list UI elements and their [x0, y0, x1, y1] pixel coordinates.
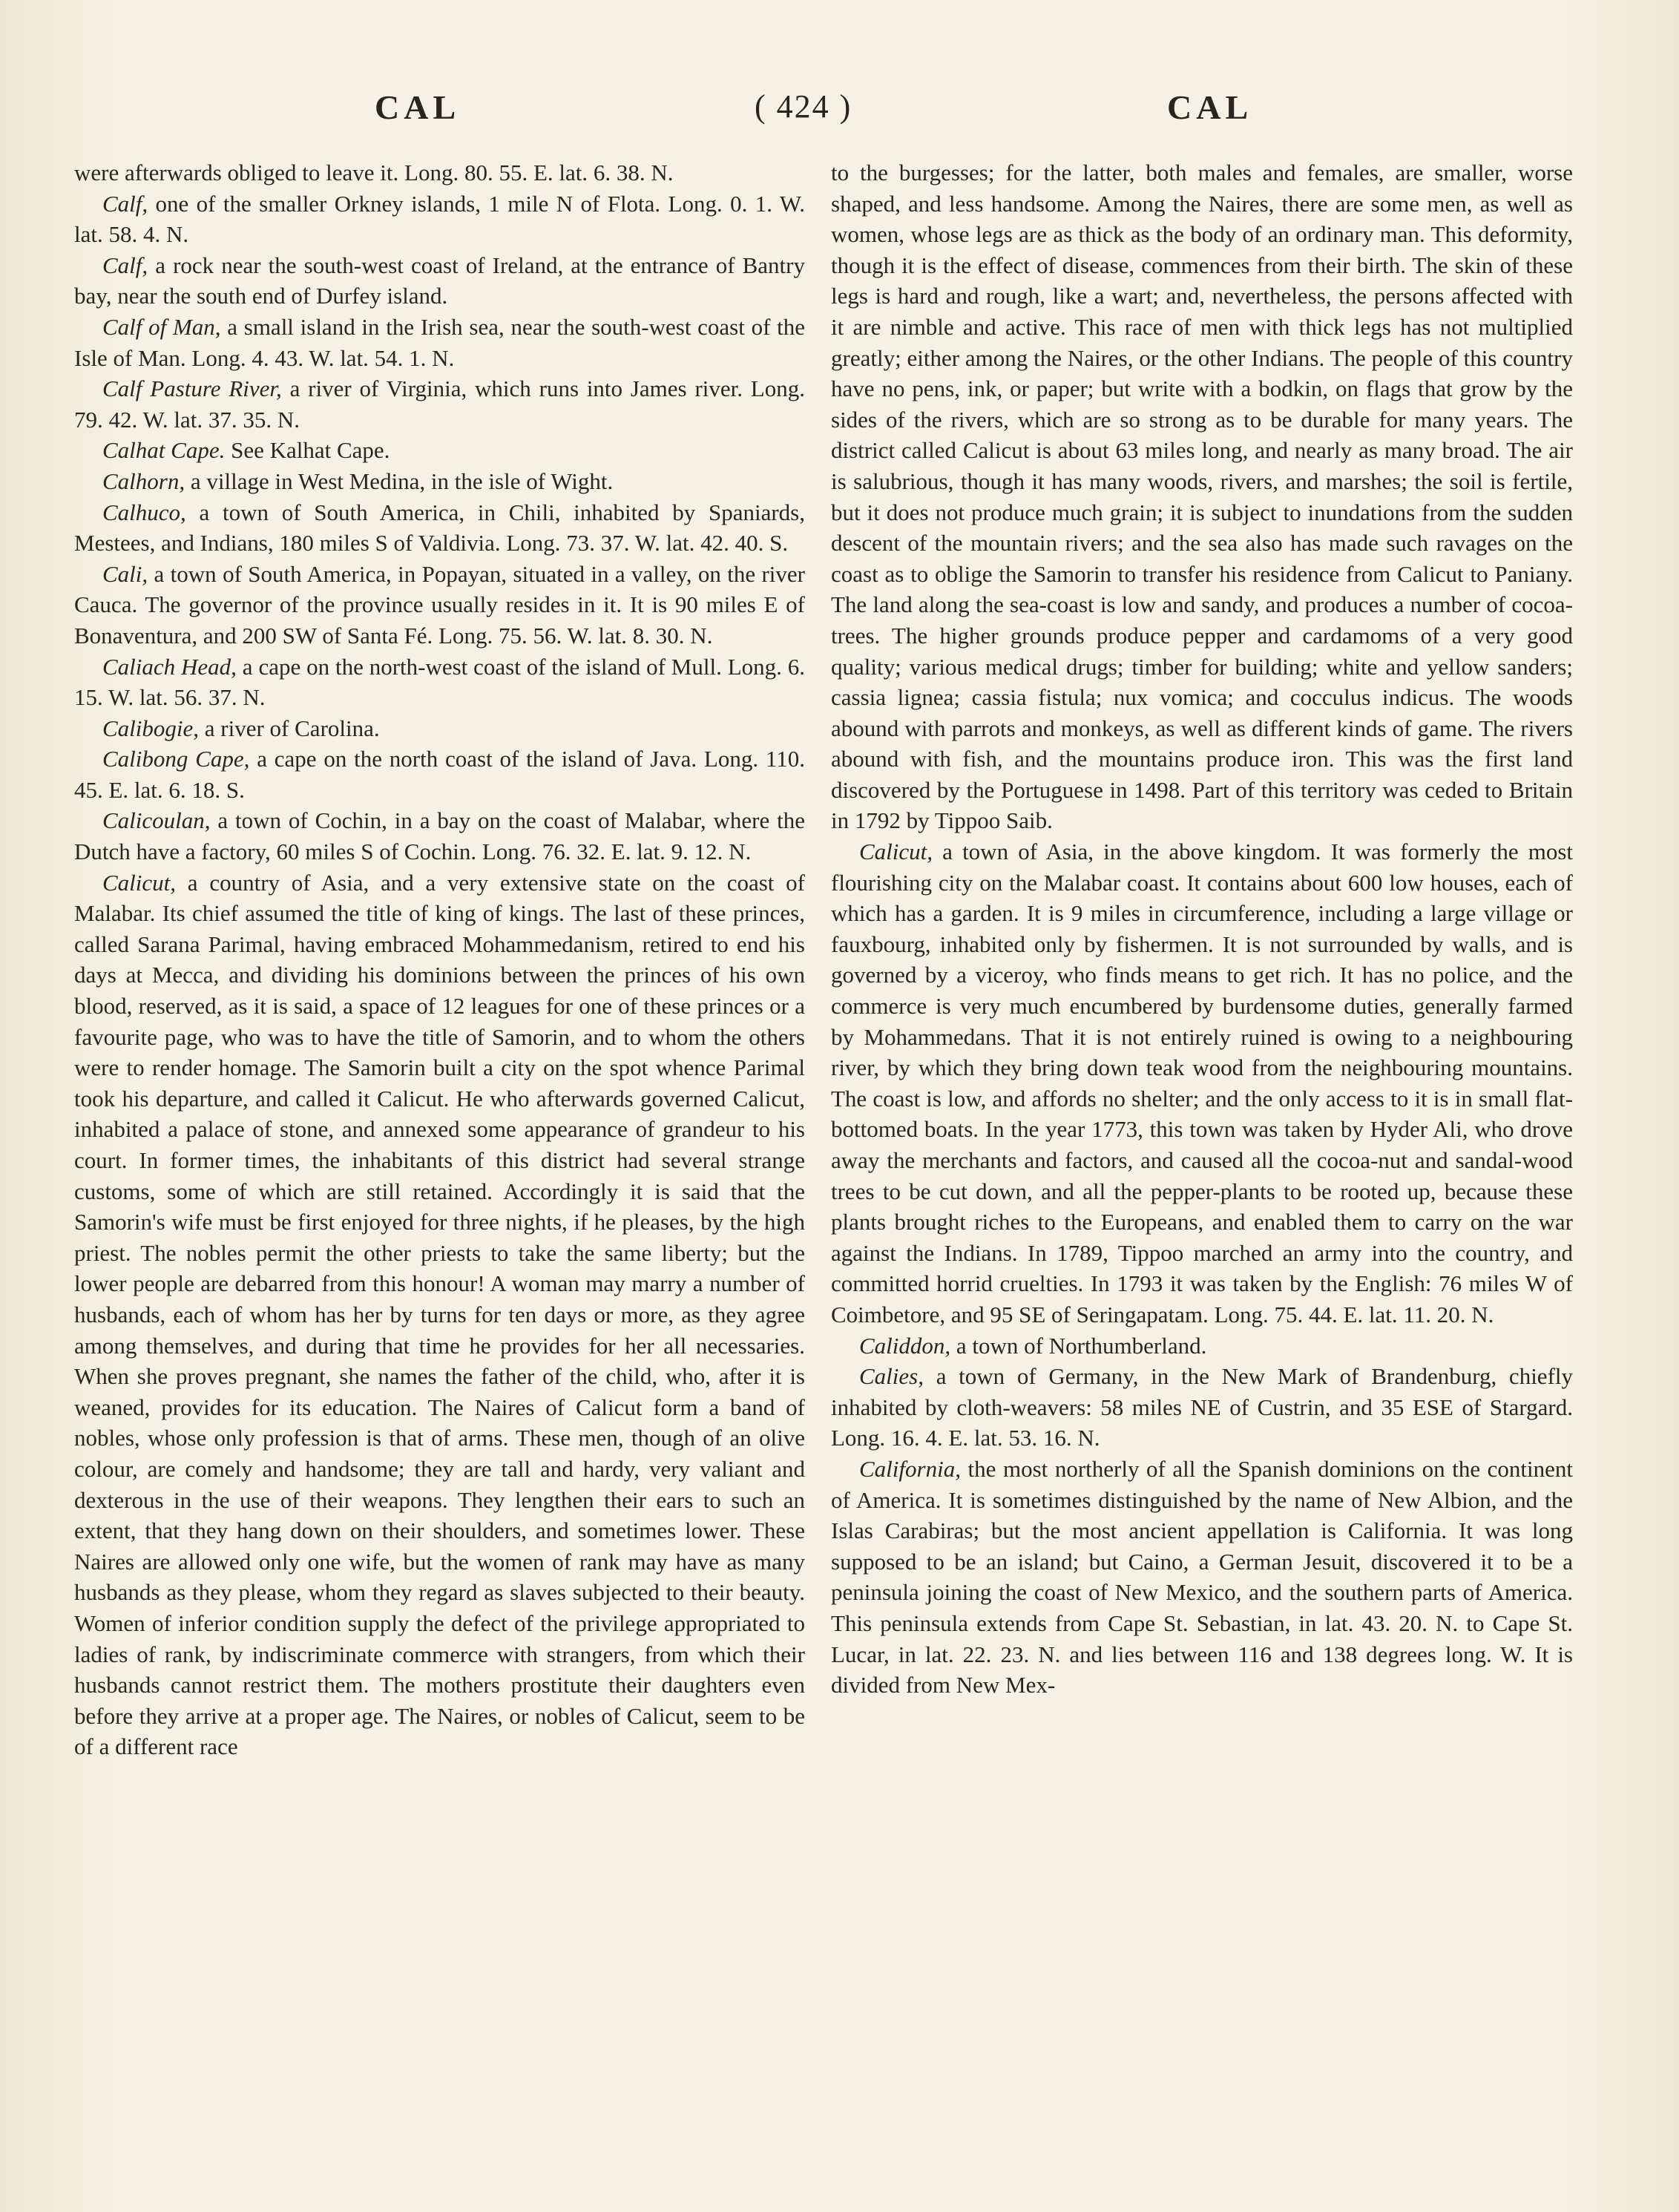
entry-left-12: Calicoulan, a town of Cochin, in a bay on the coast of Malabar, where the Dutch have a factory, 60 miles S of Cochin. Long. 76. 32. E. lat. 9. 12. N. [74, 807, 805, 865]
entry-right-3: Calies, a town of Germany, in the New Mark of Brandenburg, chiefly inhabited by cloth-weavers: 58 miles NE of Custrin, and 35 ESE of Stargard. Long. 16. 4. E. lat. 53. 16. N. [831, 1363, 1573, 1451]
entry-left-7: Calhuco, a town of South America, in Chili, inhabited by Spaniards, Mestees, and Indians, 180 miles S of Valdivia. Long. 73. 37. W. lat. 42. 40. S. [74, 499, 805, 557]
page-number: ( 424 ) [755, 88, 852, 125]
left-column [74, 157, 805, 1762]
header-left-catchword: CAL [375, 88, 461, 126]
entry-left-3: Calf of Man, a small island in the Irish sea, near the south-west coast of the Isle of Man. Long. 4. 43. W. lat. 54. 1. N. [74, 313, 805, 371]
entry-left-9: Caliach Head, a cape on the north-west coast of the island of Mull. Long. 6. 15. W. lat. 56. 37. N. [74, 653, 805, 711]
entry-right-1: Calicut, a town of Asia, in the above kingdom. It was formerly the most flourishing city on the Malabar coast. It contains about 600 low houses, each of which has a garden. It is 9 miles in circumference, including a large village or fauxbourg, inhabited only by fishermen. It is not surrounded by walls, and is governed by a viceroy, who finds means to get rich. It has no police, and the commerce is very much encumbered by burdensome duties, generally farmed by Mohammedans. That it is not entirely ruined is owing to a neighbouring river, by which they bring down teak wood from the neighbouring mountains. The coast is low, and affords no shelter; and the only access to it is in small flat-bottomed boats. In the year 1773, this town was taken by Hyder Ali, who drove away the merchants and factors, and caused all the cocoa-nut and sandal-wood trees to be cut down, and all the pepper-plants to be rooted up, because these plants brought riches to the Europeans, and enabled them to carry on the war against the Indians. In 1789, Tippoo marched an army into the country, and committed horrid cruelties. In 1793 it was taken by the English: 76 miles W of Coimbetore, and 95 SE of Seringapatam. Long. 75. 44. E. lat. 11. 20. N. [831, 838, 1573, 1327]
entry-left-4: Calf Pasture River, a river of Virginia, which runs into James river. Long. 79. 42. W. lat. 37. 35. N. [74, 375, 805, 433]
entry-left-1: Calf, one of the smaller Orkney islands, 1 mile N of Flota. Long. 0. 1. W. lat. 58. 4. N. [74, 190, 805, 248]
entry-left-2: Calf, a rock near the south-west coast of Ireland, at the entrance of Bantry bay, near the south end of Durfey island. [74, 252, 805, 309]
entry-left-6: Calhorn, a village in West Medina, in the isle of Wight. [102, 467, 614, 494]
header-right-catchword: CAL [1167, 88, 1253, 126]
entry-right-4: California, the most northerly of all the Spanish dominions on the continent of America. It is sometimes distinguished by the name of New Albion, and the Islas Carabiras; but the most ancient appellation is California. It was long supposed to be an island; but Caino, a German Jesuit, discovered it to be a peninsula joining the coast of New Mexico, and the southern parts of America. This peninsula extends from Cape St. Sebastian, in lat. 43. 20. N. to Cape St. Lucar, in lat. 22. 23. N. and lies between 116 and 138 degrees long. W. It is divided from New Mex- [831, 1455, 1573, 1699]
entry-right-2: Caliddon, a town of Northumberland. [859, 1332, 1207, 1359]
entry-left-0: were afterwards obliged to leave it. Long. 80. 55. E. lat. 6. 38. N. [74, 160, 674, 186]
entry-left-8: Cali, a town of South America, in Popayan, situated in a valley, on the river Cauca. The governor of the province usually resides in it. It is 90 miles E of Bonaventura, and 200 SW of Santa Fé. Long. 75. 56. W. lat. 8. 30. N. [74, 560, 805, 649]
entry-left-11: Calibong Cape, a cape on the north coast of the island of Java. Long. 110. 45. E. lat. 6. 18. S. [74, 746, 805, 803]
running-head [59, 88, 1620, 140]
entry-left-5: Calhat Cape. See Kalhat Cape. [102, 437, 390, 464]
right-column [831, 157, 1573, 1701]
entry-left-10: Calibogie, a river of Carolina. [102, 715, 380, 741]
entry-left-13: Calicut, a country of Asia, and a very extensive state on the coast of Malabar. Its chief assumed the title of king of kings. The last of these princes, called Sarana Parimal, having embraced Mohammedanism, retired to end his days at Mecca, and dividing his dominions between the princes of his own blood, reserved, as it is said, a space of 12 leagues for one of these princes or a favourite page, who was to have the title of Samorin, and to whom the others were to render homage. The Samorin built a city on the spot whence Parimal took his departure, and called it Calicut. He who afterwards governed Calicut, inhabited a palace of stone, and annexed some appearance of grandeur to his court. In former times, the inhabitants of this district had several strange customs, some of which are still retained. Accordingly it is said that the Samorin's wife must be first enjoyed for three nights, if he pleases, by the high priest. The nobles permit the other priests to take the same liberty; but the lower people are debarred from this honour! A woman may marry a number of husbands, each of whom has her by turns for ten days or more, as they agree among themselves, and during that time he provides for her all necessaries. When she proves pregnant, she names the father of the child, who, after it is weaned, provides for its education. The Naires of Calicut form a band of nobles, whose only profession is that of arms. These men, though of an olive colour, are comely and handsome; they are tall and hardy, very valiant and dexterous in the use of their weapons. They lengthen their ears to such an extent, that they hang down on their shoulders, and sometimes lower. These Naires are allowed only one wife, but the women of rank may have as many husbands as they please, whom they regard as slaves subjected to their beauty. Women of inferior condition supply the defect of the privilege appropriated to ladies of rank, by indiscriminate commerce with strangers, from which their husbands cannot restrict them. The mothers prostitute their daughters even before they arrive at a proper age. The Naires, or nobles of Calicut, seem to be of a different race [74, 869, 805, 1760]
entry-right-0: to the burgesses; for the latter, both males and females, are smaller, worse shaped, and less handsome. Among the Naires, there are some men, as well as women, whose legs are as thick as the body of an ordinary man. This deformity, though it is the effect of disease, commences from their birth. The skin of these legs is hard and rough, like a wart; and, nevertheless, the persons affected with it are nimble and active. This race of men with thick legs has not multiplied greatly; either among the Naires, or the other Indians. The people of this country have no pens, ink, or paper; but write with a bodkin, on flags that grow by the sides of the rivers, which are so strong as to be durable for many years. The district called Calicut is about 63 miles long, and nearly as many broad. The air is salubrious, though it has many woods, rivers, and marshes; the soil is fertile, but it does not produce much grain; it is subject to inundations from the sudden descent of the mountain rivers; and the sea also has made such ravages on the coast as to oblige the Samorin to transfer his residence from Calicut to Paniany. The land along the sea-coast is low and sandy, and produces a number of cocoa-trees. The higher grounds produce pepper and cardamoms of a very good quality; various medical drugs; timber for building; white and yellow sanders; cassia lignea; cassia fistula; nux vomica; and cocculus indicus. The woods abound with parrots and monkeys, as well as different kinds of game. The rivers abound with fish, and the mountains produce iron. This was the first land discovered by the Portuguese in 1498. Part of this territory was ceded to Britain in 1792 by Tippoo Saib. [831, 160, 1573, 834]
